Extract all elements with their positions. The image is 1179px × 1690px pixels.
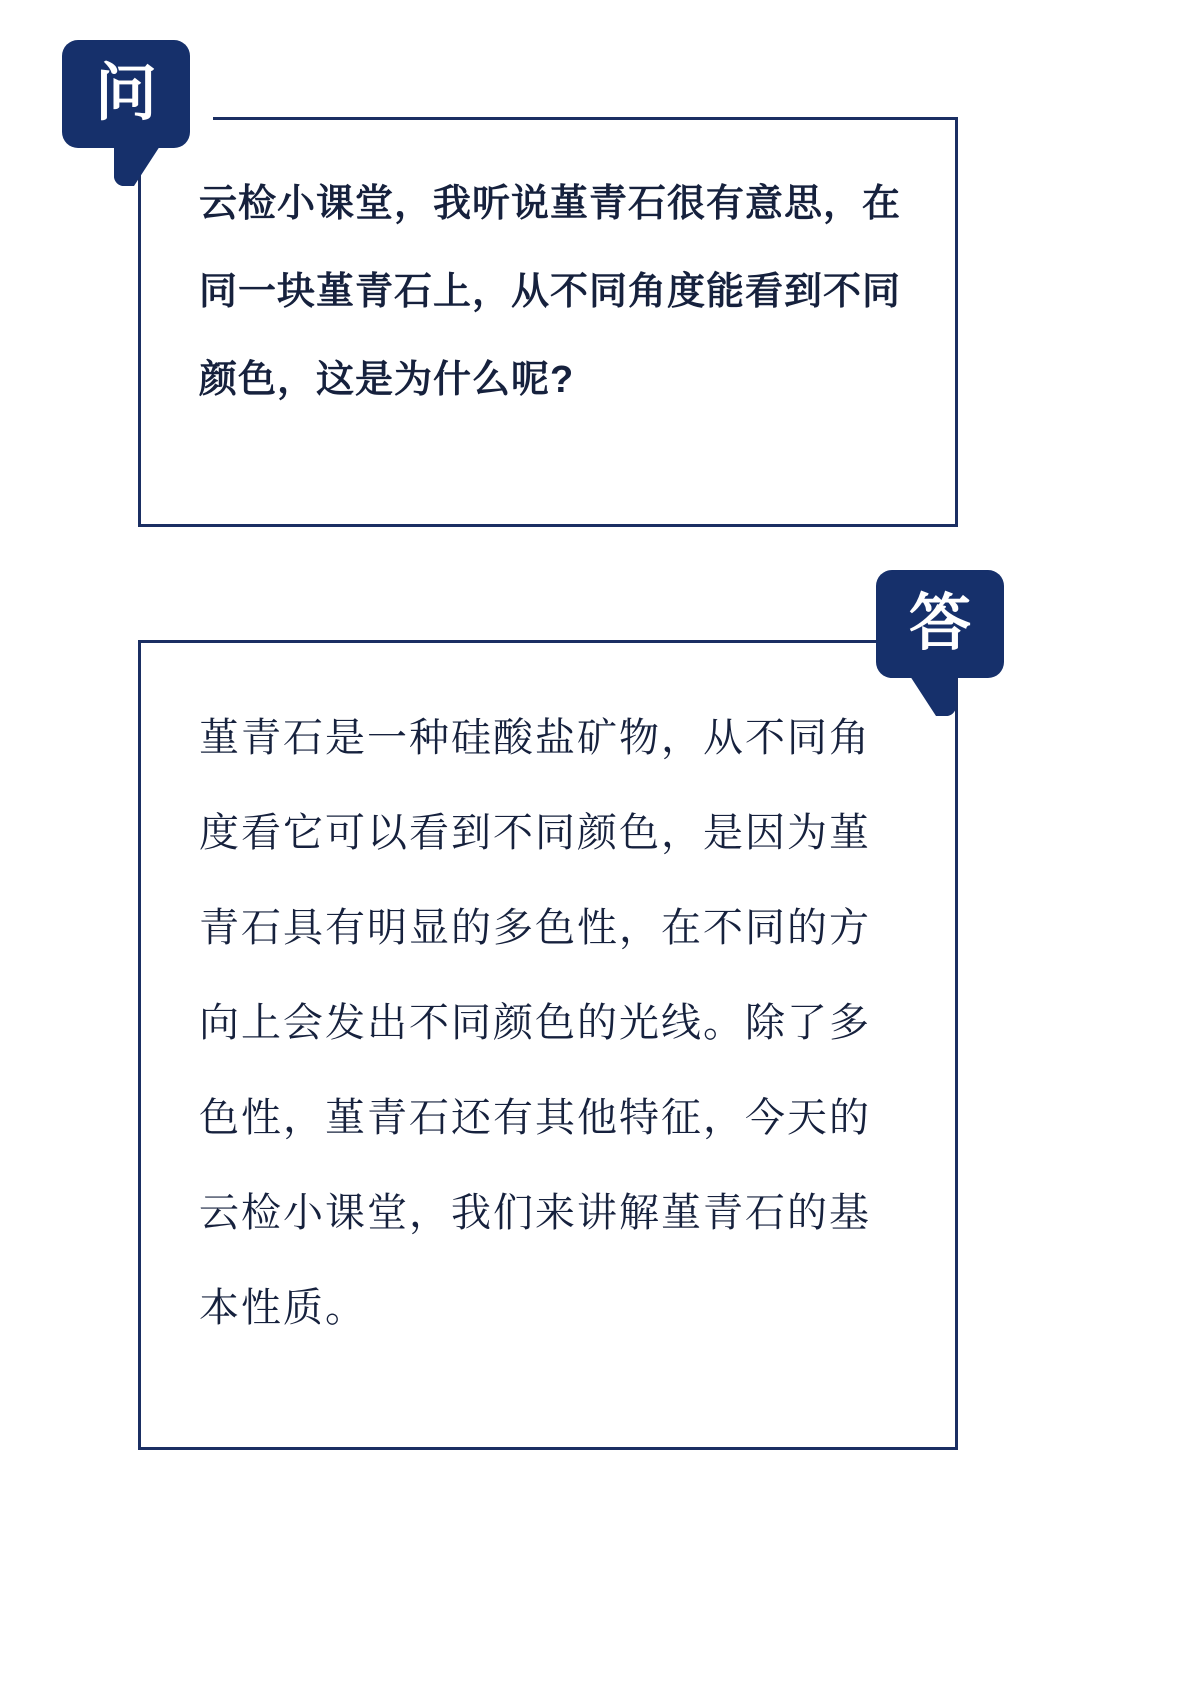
question-text: 云检小课堂，我听说堇青石很有意思，在同一块堇青石上，从不同角度能看到不同颜色，这是为什么呢? <box>199 183 902 401</box>
answer-text: 堇青石是一种硅酸盐矿物，从不同角度看它可以看到不同颜色，是因为堇青石具有明显的多色性，在不同的方向上会发出不同颜色的光线。除了多色性，堇青石还有其他特征，今天的云检小课堂，我们来讲解堇青石的基本性质。 <box>199 716 871 1330</box>
question-badge: 问 <box>62 40 190 148</box>
answer-box <box>138 640 958 1450</box>
answer-badge: 答 <box>876 570 1004 678</box>
question-box <box>138 117 958 527</box>
